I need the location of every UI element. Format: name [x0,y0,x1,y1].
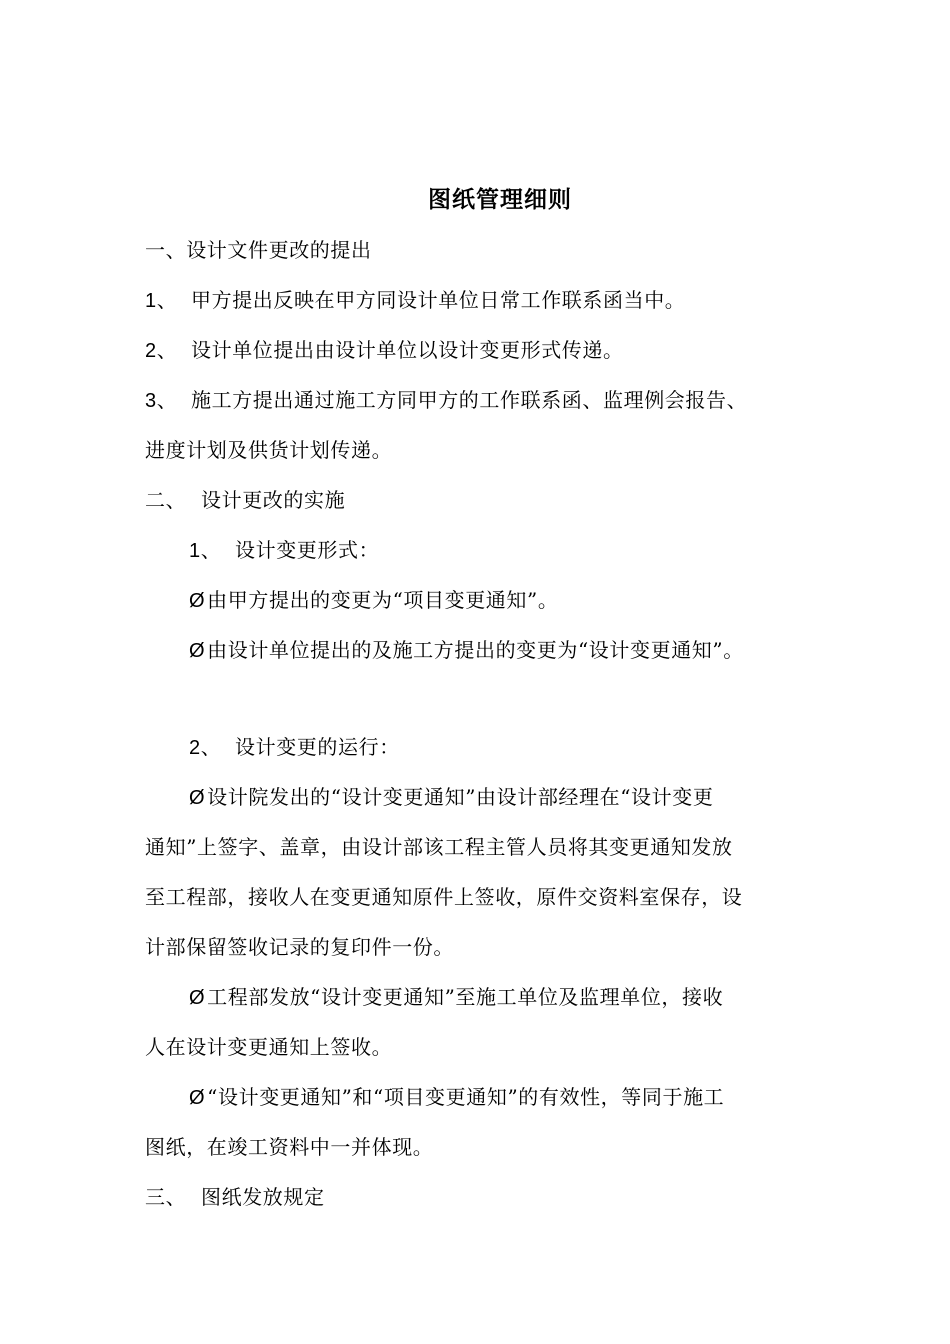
item-number: 2、 [189,737,222,759]
bullet-text: 设计院发出的“设计变更通知”由设计部经理在“设计变更 [207,785,714,809]
section2-sub1-bullet1 [189,587,558,614]
bullet-icon: Ø [189,640,206,662]
section2-sub2-bullet1 [189,784,713,811]
paragraph-line: 至工程部，接收人在变更通知原件上签收，原件交资料室保存，设 [145,885,743,909]
section-number: 三、 [145,1185,187,1209]
section-text: 设计更改的实施 [201,488,346,512]
item-text: 设计变更形式： [235,538,380,562]
bullet-icon: Ø [189,1087,206,1109]
section1-item3 [145,387,747,414]
item-text: 施工方提出通过施工方同甲方的工作联系函、监理例会报告、 [191,388,748,412]
paragraph-line: 人在设计变更通知上签收。 [145,1035,393,1059]
paragraph-line: 通知”上签字、盖章，由设计部该工程主管人员将其变更通知发放 [145,835,733,859]
bullet-text: 工程部发放“设计变更通知”至施工单位及监理单位，接收 [207,985,724,1009]
section2-sub1-bullet2 [189,637,744,664]
section2-sub2-bullet3 [189,1084,724,1111]
section-number: 二、 [145,488,187,512]
section2-sub1 [189,537,379,564]
bullet-text: 由甲方提出的变更为“项目变更通知”。 [207,588,559,612]
item-text: 设计变更的运行： [235,735,400,759]
section1-item1 [145,287,685,314]
item-text: 甲方提出反映在甲方同设计单位日常工作联系函当中。 [191,288,686,312]
item-number: 2、 [145,340,178,362]
bullet-text: 由设计单位提出的及施工方提出的变更为“设计变更通知”。 [207,638,744,662]
section3-heading [145,1184,325,1210]
item-number: 3、 [145,390,178,412]
section-text: 图纸发放规定 [201,1185,325,1209]
bullet-icon: Ø [189,590,206,612]
section2-sub2-bullet2 [189,984,723,1011]
section1-heading: 一、设计文件更改的提出 [145,238,372,262]
document-title: 图纸管理细则 [428,186,572,213]
section1-item2 [145,337,624,364]
section1-item3-continued: 进度计划及供货计划传递。 [145,438,393,462]
item-number: 1、 [189,540,222,562]
paragraph-line: 图纸，在竣工资料中一并体现。 [145,1135,434,1159]
bullet-text: “设计变更通知”和“项目变更通知”的有效性，等同于施工 [207,1085,725,1109]
section2-heading [145,487,345,513]
bullet-icon: Ø [189,987,206,1009]
item-text: 设计单位提出由设计单位以设计变更形式传递。 [191,338,624,362]
paragraph-line: 计部保留签收记录的复印件一份。 [145,935,454,959]
section2-sub2 [189,734,400,761]
item-number: 1、 [145,290,178,312]
bullet-icon: Ø [189,787,206,809]
